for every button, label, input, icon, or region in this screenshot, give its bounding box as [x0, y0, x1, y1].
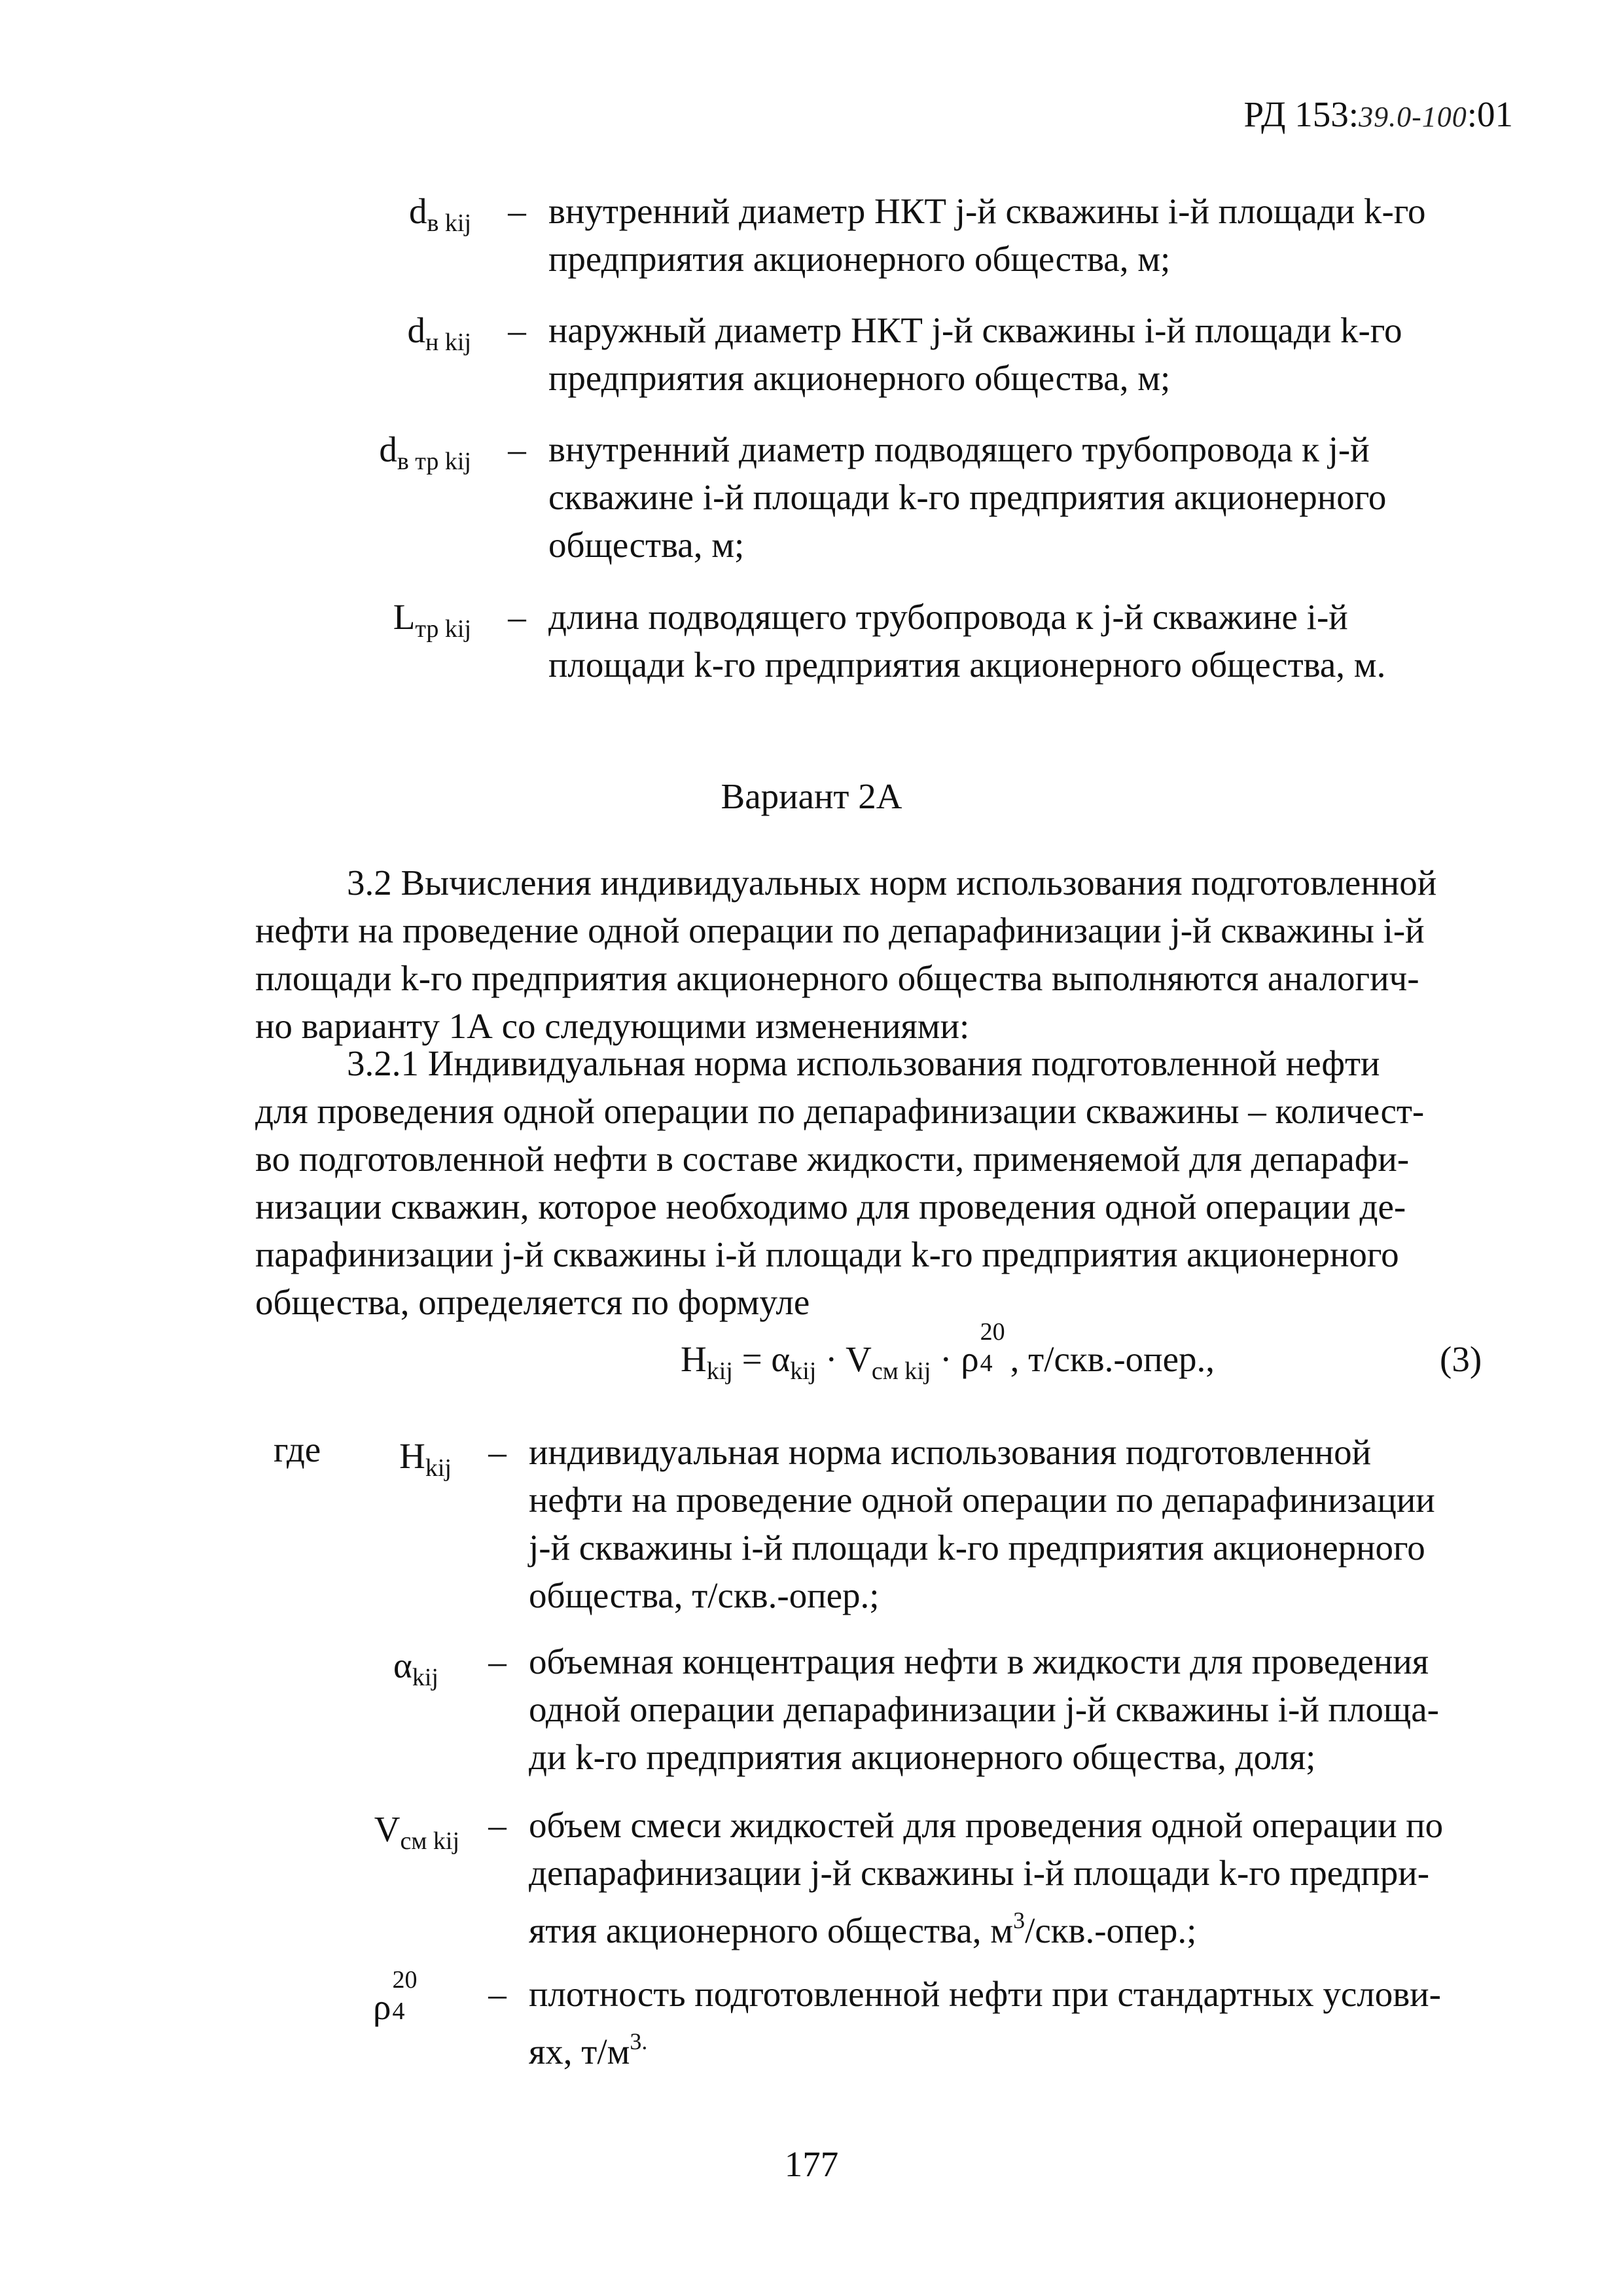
header-suffix: :01: [1467, 94, 1513, 134]
page-number: 177: [784, 2144, 839, 2184]
symbol-h-kij: $Н_{kij}$: [399, 1436, 452, 1482]
where-label: где: [274, 1429, 321, 1469]
formula-number: (3): [1440, 1339, 1482, 1379]
definition-alpha-kij: объемная концентрация нефти в жидкости для проведения одной операции депарафинизации j-й скважины i-й площа- ди k-го предприятия акционерного общества, доля;: [529, 1641, 1439, 1777]
definition-dash: –: [508, 597, 526, 637]
header-prefix: РД 153:: [1243, 94, 1359, 134]
definition-dash: –: [488, 1432, 507, 1472]
formula-3: $Н_{kij} = \alpha_{kij} \cdot V_{см kij} \cdot \rho$ 20 4 , т/скв.-опер.,: [681, 1318, 1215, 1385]
definition-h-kij: индивидуальная норма использования подготовленной нефти на проведение одной операции по депарафинизации j-й скважины i-й площади k-го предприятия акционерного общества, т/скв.-опер.;: [529, 1432, 1435, 1615]
definition-dash: –: [508, 429, 526, 469]
symbol-d-v-tr: $d_{в тр kij}$: [379, 429, 471, 475]
variant-heading: Вариант 2А: [721, 776, 902, 816]
paragraph-3-2: 3.2 Вычисления индивидуальных норм использования подготовленной нефти на проведение одной операции по депарафинизации j-й скважины i-й площади k-го предприятия акционерного общества выполняются аналогич- но варианту 1А со следующими изменениями:: [255, 863, 1437, 1046]
definition-d-v-tr: внутренний диаметр подводящего трубопровода к j-й скважине i-й площади k-го предприятия акционерного общества, м;: [548, 429, 1387, 565]
definition-dash: –: [508, 191, 526, 231]
symbol-rho-20-4: ρ 20 4: [373, 1966, 418, 2027]
definition-v-sm-kij: объем смеси жидкостей для проведения одной операции по депарафинизации j-й скважины i-й площади k-го предпри- ятия акционерного общества, $м^3/скв$.-опер.;: [529, 1805, 1444, 1950]
definition-dash: –: [508, 310, 526, 350]
definition-l-tr: длина подводящего трубопровода к j-й скважине i-й площади k-го предприятия акционерного общества, м.: [548, 597, 1386, 685]
symbol-d-n: $d_{н kij}$: [407, 310, 471, 356]
definition-rho-20-4: плотность подготовленной нефти при стандартных услови- ях, $т/м^{3.}$: [529, 1974, 1441, 2072]
definition-d-v: внутренний диаметр НКТ j-й скважины i-й площади k-го предприятия акционерного общества, м;: [548, 191, 1426, 279]
symbol-d-v: $d_{в kij}$: [408, 191, 471, 237]
definition-dash: –: [488, 1641, 507, 1681]
symbol-l-tr: $L_{тр kij}$: [393, 597, 471, 643]
definition-dash: –: [488, 1805, 507, 1845]
definition-dash: –: [488, 1974, 507, 2014]
header-stamped-code: 39.0-100: [1359, 101, 1467, 133]
paragraph-3-2-1: 3.2.1 Индивидуальная норма использования подготовленной нефти для проведения одной операции по депарафинизации скважины – количест- во подготовленной нефти в составе жидкости, применяемой для депарафи- низации скважин, которое необходимо для проведения одной операции де- парафинизации j-й скважины i-й площади k-го предприятия акционерного общества, определяется по формуле: [255, 1043, 1425, 1322]
symbol-v-sm-kij: $V_{см kij}$: [374, 1809, 459, 1855]
symbol-alpha-kij: $\alpha_{kij}$: [393, 1645, 438, 1691]
document-header: [1244, 90, 1513, 141]
definition-d-n: наружный диаметр НКТ j-й скважины i-й площади k-го предприятия акционерного общества, м;: [548, 310, 1402, 398]
